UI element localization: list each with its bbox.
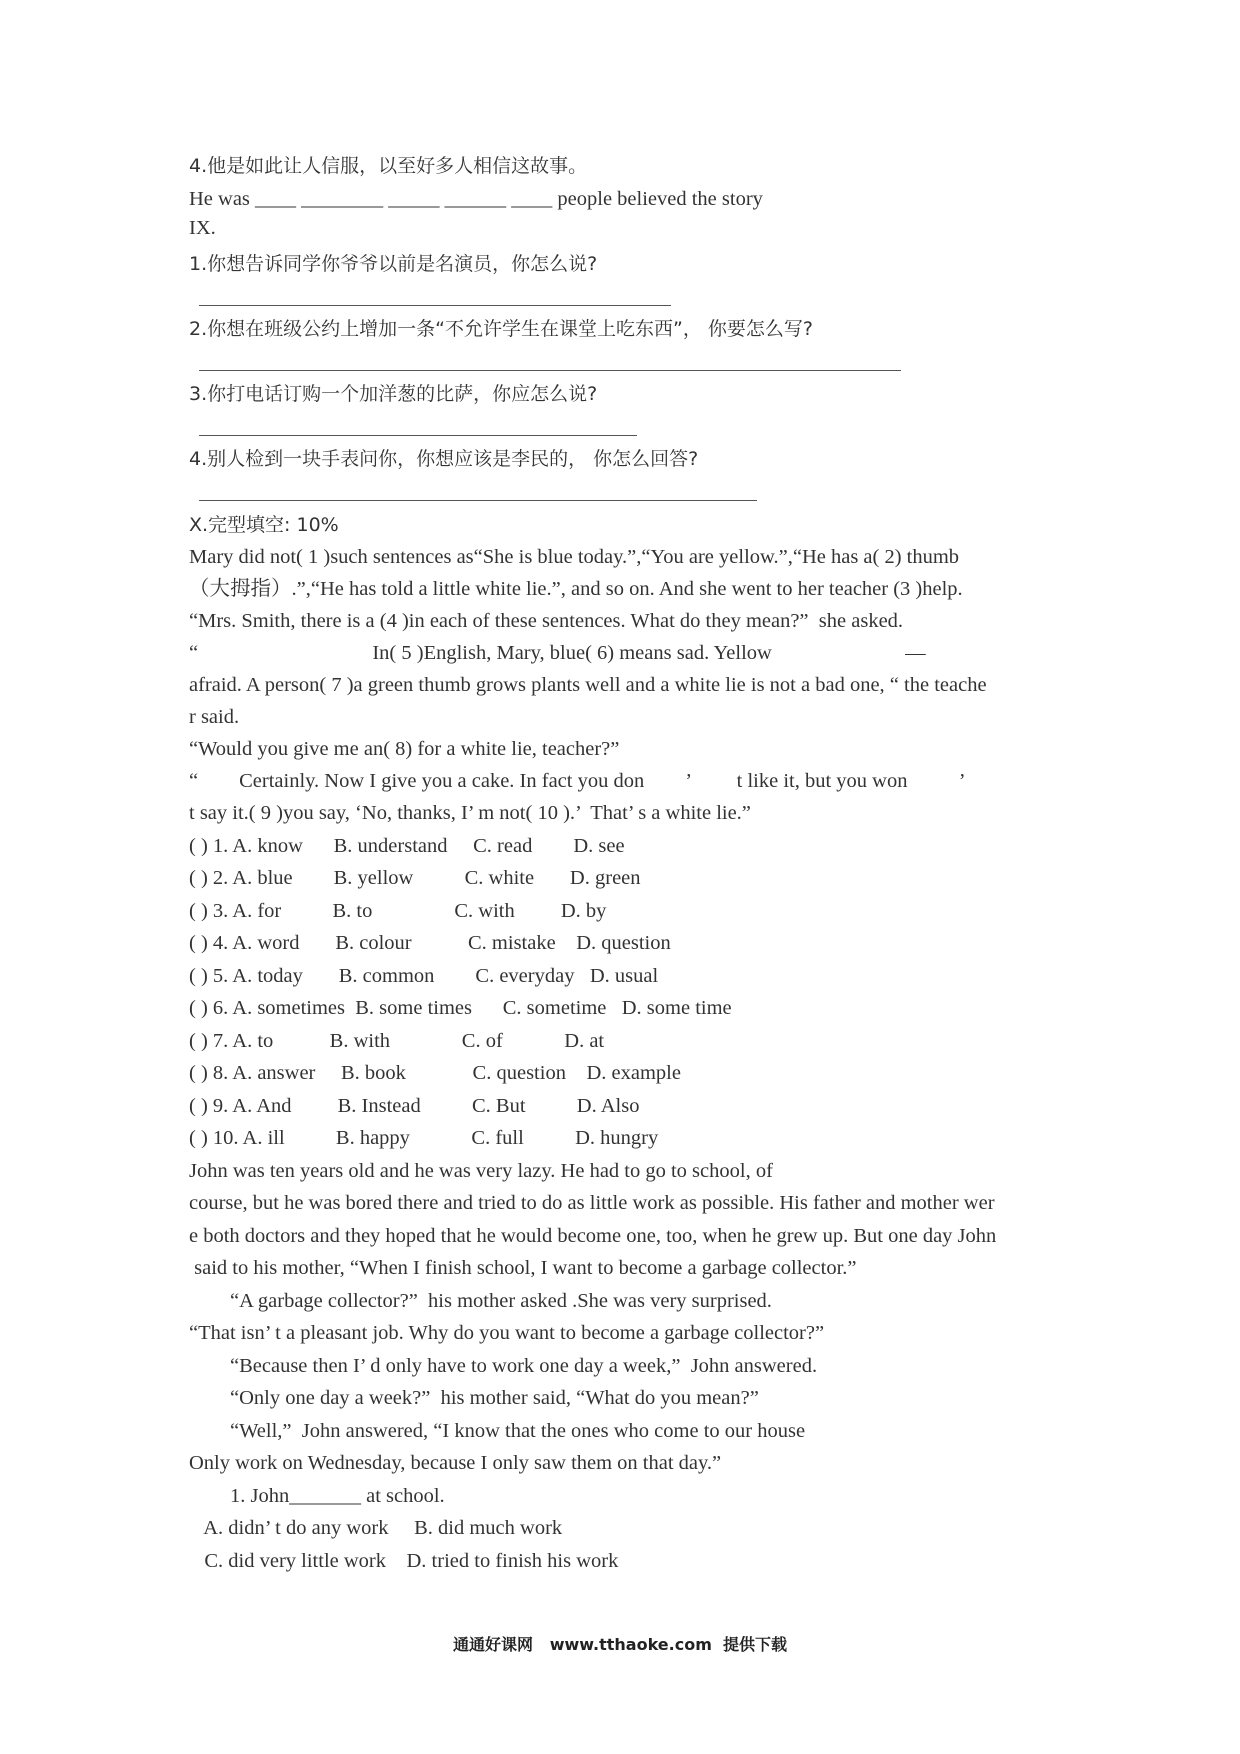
cloze-question-6: ( ) 6. A. sometimes B. some times C. sometime D. some time: [189, 997, 732, 1019]
reading-passage-line: John was ten years old and he was very lazy. He had to go to school, of: [189, 1160, 773, 1182]
cloze-passage-line: “ In( 5 )English, Mary, blue( 6) means sad. Yellow —: [189, 642, 926, 664]
reading-passage-line: “A garbage collector?” his mother asked .She was very surprised.: [189, 1290, 772, 1312]
cloze-passage-line: t say it.( 9 )you say, ‘No, thanks, I’ m not( 10 ).’ That’ s a white lie.”: [189, 802, 751, 824]
cloze-passage-line: （大拇指）.”,“He has told a little white lie.”, and so on. And she went to her teacher (3 )help.: [189, 578, 963, 600]
section-9-heading: IX.: [189, 217, 216, 239]
page-footer: 通通好课网 www.tthaoke.com 提供下载: [452, 1635, 788, 1654]
answer-blank-3: [199, 435, 637, 436]
answer-blank-2: [199, 370, 901, 371]
reading-options-line: A. didn’ t do any work B. did much work: [189, 1517, 563, 1539]
situation-item-3: 3.你打电话订购一个加洋葱的比萨，你应怎么说?: [189, 383, 598, 405]
cloze-passage-line: “ Certainly. Now I give you a cake. In fact you don ’ t like it, but you won ’: [189, 770, 966, 792]
answer-blank-1: [199, 305, 671, 306]
reading-options-line: C. did very little work D. tried to finish his work: [189, 1550, 619, 1572]
reading-passage-line: “Because then I’ d only have to work one day a week,” John answered.: [189, 1355, 818, 1377]
cloze-question-8: ( ) 8. A. answer B. book C. question D. example: [189, 1062, 681, 1084]
cloze-question-3: ( ) 3. A. for B. to C. with D. by: [189, 900, 607, 922]
translation-item-4-chinese: 4.他是如此让人信服，以至好多人相信这故事。: [189, 155, 588, 177]
cloze-question-10: ( ) 10. A. ill B. happy C. full D. hungry: [189, 1127, 659, 1149]
translation-item-4-english: He was ____ ________ _____ ______ ____ people believed the story: [189, 188, 763, 210]
situation-item-1: 1.你想告诉同学你爷爷以前是名演员，你怎么说?: [189, 253, 598, 275]
reading-question-1: 1. John_______ at school.: [189, 1485, 445, 1507]
cloze-question-5: ( ) 5. A. today B. common C. everyday D. usual: [189, 965, 659, 987]
situation-item-4: 4.别人检到一块手表问你，你想应该是李民的， 你怎么回答?: [189, 448, 699, 470]
reading-passage-line: course, but he was bored there and tried to do as little work as possible. His father and mother wer: [189, 1192, 995, 1214]
reading-passage-line: “Well,” John answered, “I know that the ones who come to our house: [189, 1420, 806, 1442]
cloze-passage-line: “Would you give me an( 8) for a white lie, teacher?”: [189, 738, 620, 760]
cloze-question-9: ( ) 9. A. And B. Instead C. But D. Also: [189, 1095, 640, 1117]
cloze-passage-line: r said.: [189, 706, 240, 728]
cloze-question-7: ( ) 7. A. to B. with C. of D. at: [189, 1030, 605, 1052]
cloze-question-2: ( ) 2. A. blue B. yellow C. white D. green: [189, 867, 641, 889]
cloze-passage-line: afraid. A person( 7 )a green thumb grows plants well and a white lie is not a bad one, “ the teache: [189, 674, 987, 696]
cloze-passage-line: Mary did not( 1 )such sentences as“She is blue today.”,“You are yellow.”,“He has a( 2) thumb: [189, 546, 960, 568]
cloze-passage-line: “Mrs. Smith, there is a (4 )in each of these sentences. What do they mean?” she asked.: [189, 610, 904, 632]
reading-passage-line: e both doctors and they hoped that he would become one, too, when he grew up. But one day John: [189, 1225, 997, 1247]
reading-passage-line: “That isn’ t a pleasant job. Why do you want to become a garbage collector?”: [189, 1322, 825, 1344]
cloze-question-4: ( ) 4. A. word B. colour C. mistake D. question: [189, 932, 671, 954]
cloze-question-1: ( ) 1. A. know B. understand C. read D. see: [189, 835, 625, 857]
reading-passage-line: said to his mother, “When I finish school, I want to become a garbage collector.”: [189, 1257, 857, 1279]
situation-item-2: 2.你想在班级公约上增加一条“不允许学生在课堂上吃东西”， 你要怎么写?: [189, 318, 813, 340]
reading-passage-line: “Only one day a week?” his mother said, “What do you mean?”: [189, 1387, 759, 1409]
section-10-heading: X.完型填空: 10%: [189, 514, 339, 536]
reading-passage-line: Only work on Wednesday, because I only saw them on that day.”: [189, 1452, 722, 1474]
answer-blank-4: [199, 500, 757, 501]
